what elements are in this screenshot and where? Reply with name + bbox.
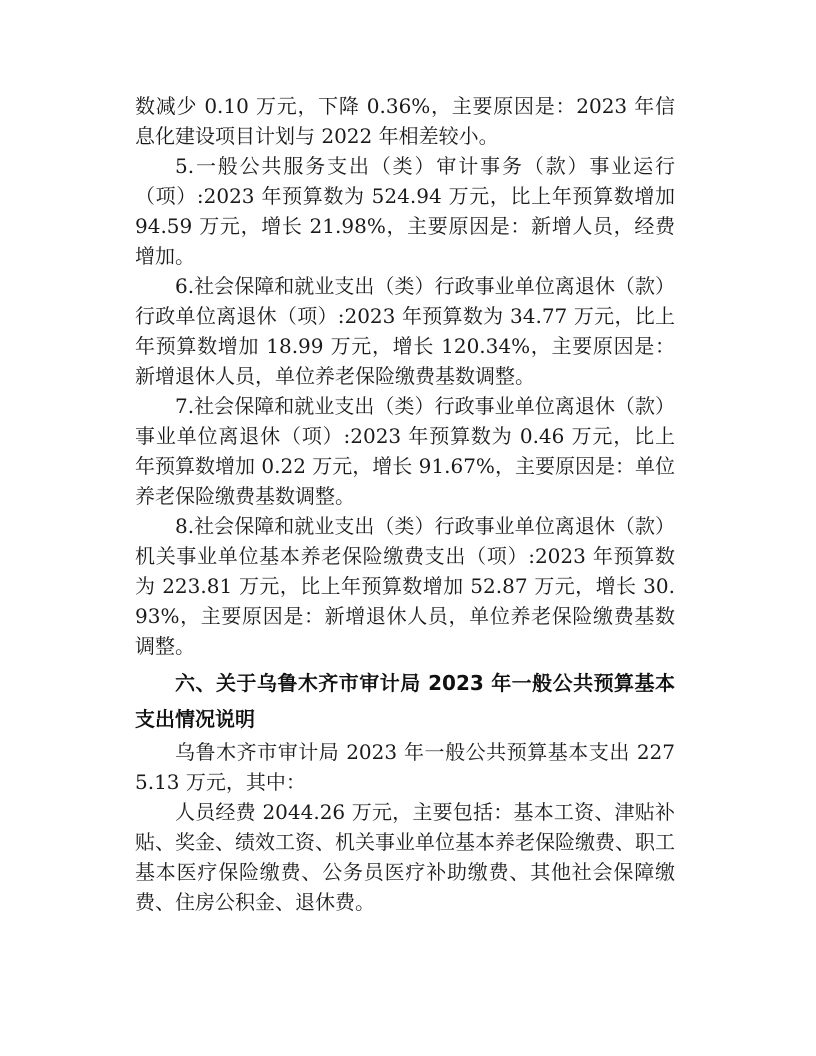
- paragraph-item-6: 6.社会保障和就业支出（类）行政事业单位离退休（款）行政单位离退休（项）:2023 年预算数为 34.77 万元，比上年预算数增加 18.99 万元，增长 120.34%，主要原因是：新增退休人员，单位养老保险缴费基数调整。: [135, 274, 675, 388]
- document-body: [135, 91, 675, 917]
- paragraph-item-8: 8.社会保障和就业支出（类）行政事业单位离退休（款）机关事业单位基本养老保险缴费支出（项）:2023 年预算数为 223.81 万元，比上年预算数增加 52.87 万元，增长 30.93%，主要原因是：新增退休人员，单位养老保险缴费基数调整。: [135, 514, 675, 658]
- paragraph-basic-expenditure: 乌鲁木齐市审计局 2023 年一般公共预算基本支出 2275.13 万元，其中：: [135, 740, 675, 794]
- section-heading: 六、关于乌鲁木齐市审计局 2023 年一般公共预算基本支出情况说明: [135, 671, 675, 731]
- paragraph-personnel-expenses: 人员经费 2044.26 万元，主要包括：基本工资、津贴补贴、奖金、绩效工资、机关事业单位基本养老保险缴费、职工基本医疗保险缴费、公务员医疗补助缴费、其他社会保障缴费、住房公积金、退休费。: [135, 800, 675, 914]
- paragraph-item-5: 5.一般公共服务支出（类）审计事务（款）事业运行（项）:2023 年预算数为 524.94 万元，比上年预算数增加 94.59 万元，增长 21.98%，主要原因是：新增人员，经费增加。: [135, 154, 675, 268]
- paragraph-item-7: 7.社会保障和就业支出（类）行政事业单位离退休（款）事业单位离退休（项）:2023 年预算数为 0.46 万元，比上年预算数增加 0.22 万元，增长 91.67%，主要原因是：单位养老保险缴费基数调整。: [135, 394, 675, 508]
- paragraph-continuation: 数减少 0.10 万元，下降 0.36%，主要原因是：2023 年信息化建设项目计划与 2022 年相差较小。: [135, 94, 675, 148]
